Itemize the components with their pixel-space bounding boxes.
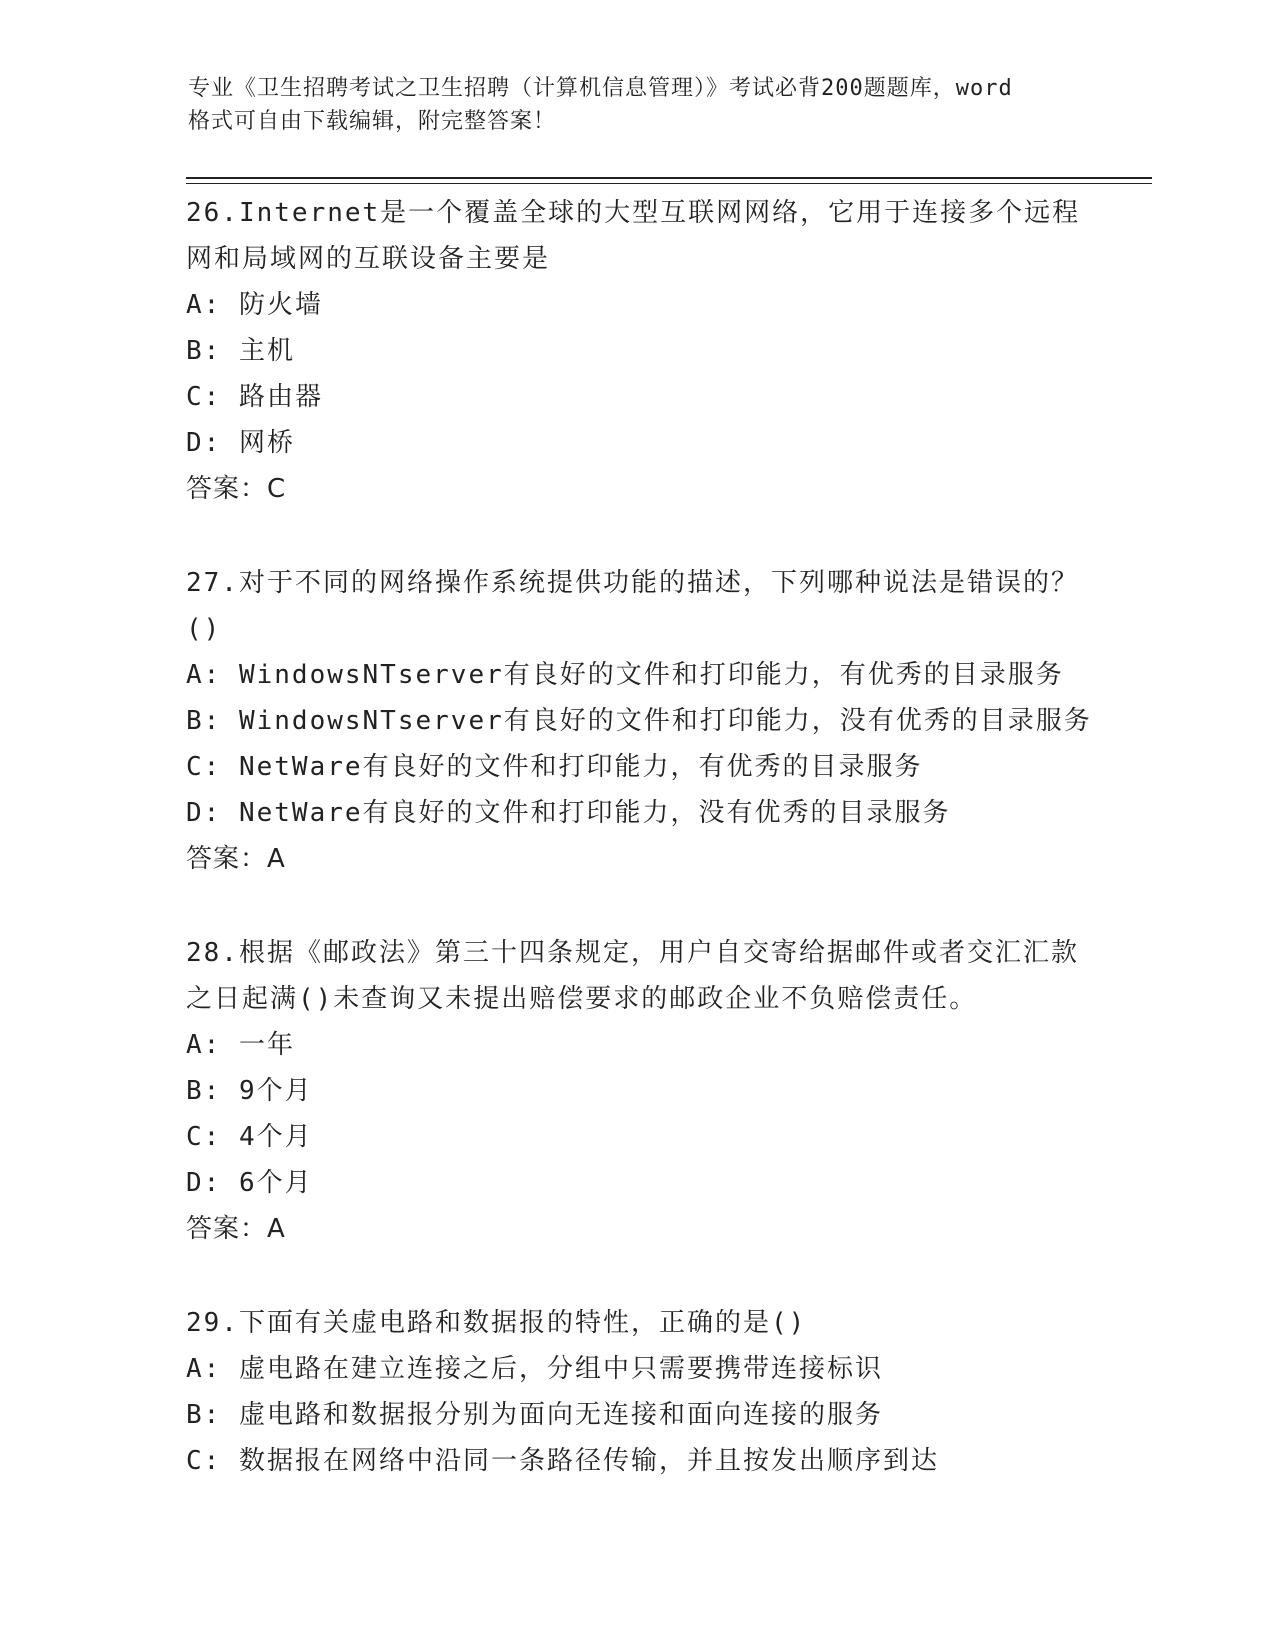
option-c: C: 数据报在网络中沿同一条路径传输，并且按发出顺序到达 [186,1446,939,1476]
option-b: B: 虚电路和数据报分别为面向无连接和面向连接的服务 [186,1400,883,1430]
option-d: D: 网桥 [186,428,295,458]
answer-line: 答案：A [186,844,286,874]
header-divider-thick [186,177,1152,179]
question-stem: 27.对于不同的网络操作系统提供功能的描述，下列哪种说法是错误的？() [186,568,1079,644]
option-c: C: 4个月 [186,1122,313,1152]
answer-line: 答案：A [186,1214,286,1244]
option-a: A: 防火墙 [186,290,323,320]
header-divider-thin [186,183,1152,184]
header-line-2: 格式可自由下载编辑，附完整答案！ [188,109,557,134]
question-stem: 29.下面有关虚电路和数据报的特性，正确的是() [186,1308,807,1338]
question-stem: 28.根据《邮政法》第三十四条规定，用户自交寄给据邮件或者交汇汇款之日起满()未查询又未提出赔偿要求的邮政企业不负赔偿责任。 [186,938,1079,1014]
document-header [188,72,1088,138]
option-a: A: 虚电路在建立连接之后，分组中只需要携带连接标识 [186,1354,883,1384]
option-d: D: NetWare有良好的文件和打印能力，没有优秀的目录服务 [186,798,951,828]
option-c: C: NetWare有良好的文件和打印能力，有优秀的目录服务 [186,752,923,782]
question-27 [186,560,1092,882]
option-d: D: 6个月 [186,1168,313,1198]
question-29 [186,1300,1086,1484]
option-a: A: WindowsNTserver有良好的文件和打印能力，有优秀的目录服务 [186,660,1064,690]
header-line-1: 专业《卫生招聘考试之卫生招聘（计算机信息管理）》考试必背200题题库，word [188,76,1013,101]
option-c: C: 路由器 [186,382,323,412]
question-stem: 26.Internet是一个覆盖全球的大型互联网网络，它用于连接多个远程网和局域网的互联设备主要是 [186,198,1081,274]
option-b: B: 主机 [186,336,295,366]
question-list [186,190,1092,1532]
question-28 [186,930,1086,1252]
answer-line: 答案：C [186,474,287,504]
option-b: B: WindowsNTserver有良好的文件和打印能力，没有优秀的目录服务 [186,706,1092,736]
option-b: B: 9个月 [186,1076,313,1106]
option-a: A: 一年 [186,1030,295,1060]
question-26 [186,190,1086,512]
